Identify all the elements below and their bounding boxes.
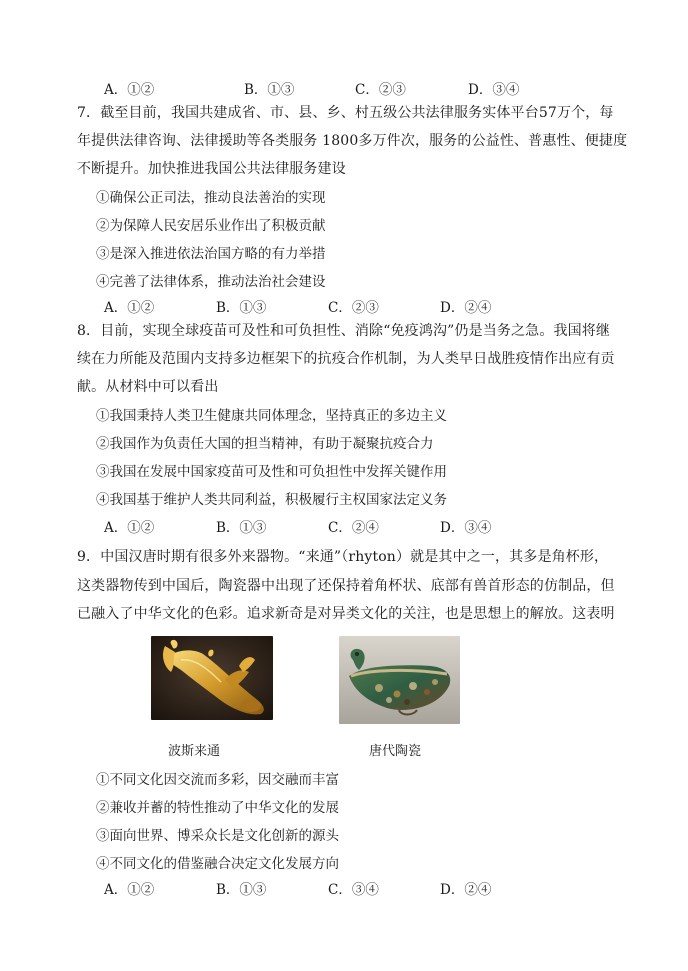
q8-statement-1: ①我国秉持人类卫生健康共同体理念，坚持真正的多边主义 — [96, 408, 447, 424]
tang-ceramic-rhyton-image — [339, 636, 460, 724]
figure-caption-persian-rhyton: 波斯来通 — [168, 744, 221, 759]
q6-option-c: C．②③ — [355, 82, 406, 98]
q7-option-b: B．①③ — [216, 300, 267, 316]
q8-statement-3: ③我国在发展中国家疫苗可及性和可负担性中发挥关键作用 — [96, 464, 447, 480]
q8-option-d: D．③④ — [440, 520, 492, 536]
q7-statement-3: ③是深入推进依法治国方略的有力举措 — [96, 246, 326, 262]
q8-statement-2: ②我国作为负责任大国的担当精神，有助于凝聚抗疫合力 — [96, 436, 434, 452]
q6-option-b: B．①③ — [244, 82, 295, 98]
q7-option-d: D．②④ — [440, 300, 492, 316]
q8-option-c: C．②④ — [328, 520, 379, 536]
q7-option-a: A．①② — [104, 300, 155, 316]
q9-option-b: B．①③ — [216, 882, 267, 898]
q9-option-d: D．②④ — [440, 882, 492, 898]
q7-stem-line-3: 不断提升。加快推进我国公共法律服务建设 — [77, 161, 346, 177]
q9-option-c: C．③④ — [328, 882, 379, 898]
tang-ceramic-rhyton-icon — [339, 636, 460, 724]
gold-rhyton-icon — [151, 636, 273, 720]
q7-option-c: C．②③ — [328, 300, 379, 316]
q8-stem-line-2: 续在力所能及范围内支持多边框架下的抗疫合作机制，为人类早日战胜疫情作出应有贡 — [77, 351, 615, 367]
q9-statement-3: ③面向世界、博采众长是文化创新的源头 — [96, 828, 339, 844]
q6-option-a: A．①② — [104, 82, 155, 98]
q8-option-a: A．①② — [104, 520, 155, 536]
q8-stem-line-1: 8．目前，实现全球疫苗可及性和可负担性、消除“免疫鸿沟”仍是当务之急。我国将继 — [77, 323, 611, 339]
q7-statement-1: ①确保公正司法，推动良法善治的实现 — [96, 190, 326, 206]
q7-stem-line-2: 年提供法律咨询、法律援助等各类服务 1800多万件次，服务的公益性、普惠性、便捷度 — [77, 133, 628, 149]
q9-statement-1: ①不同文化因交流而多彩，因交融而丰富 — [96, 772, 339, 788]
q6-option-d: D．③④ — [468, 82, 520, 98]
q7-statement-2: ②为保障人民安居乐业作出了积极贡献 — [96, 218, 326, 234]
q9-option-a: A．①② — [104, 882, 155, 898]
q9-statement-4: ④不同文化的借鉴融合决定文化发展方向 — [96, 856, 339, 872]
figure-caption-tang-ceramic: 唐代陶瓷 — [369, 744, 422, 759]
q9-stem-line-1: 9．中国汉唐时期有很多外来器物。“来通”（rhyton）就是其中之一，其多是角杯形， — [77, 549, 609, 565]
q7-stem-line-1: 7．截至目前，我国共建成省、市、县、乡、村五级公共法律服务实体平台57万个，每 — [77, 105, 614, 121]
q7-statement-4: ④完善了法律体系，推动法治社会建设 — [96, 274, 326, 290]
gold-rhyton-image — [151, 636, 273, 720]
q9-statement-2: ②兼收并蓄的特性推动了中华文化的发展 — [96, 800, 339, 816]
q8-statement-4: ④我国基于维护人类共同利益，积极履行主权国家法定义务 — [96, 492, 447, 508]
q9-stem-line-3: 已融入了中华文化的色彩。追求新奇是对异类文化的关注，也是思想上的解放。这表明 — [77, 606, 615, 622]
q9-stem-line-2: 这类器物传到中国后，陶瓷器中出现了还保持着角杯状、底部有兽首形态的仿制品，但 — [77, 578, 615, 594]
q8-stem-line-3: 献。从材料中可以看出 — [77, 379, 219, 395]
q8-option-b: B．①③ — [216, 520, 267, 536]
